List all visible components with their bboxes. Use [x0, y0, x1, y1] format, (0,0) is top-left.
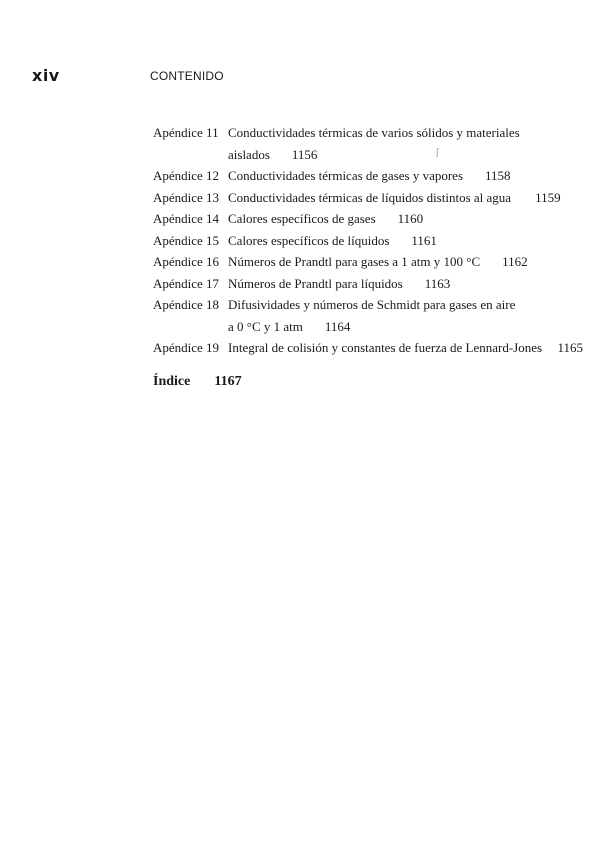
page-number: xiv [32, 66, 60, 85]
toc-entry-title-line: Calores específicos de gases [228, 211, 376, 226]
toc-entry-page: 1164 [324, 318, 351, 334]
toc-entry-label: Apéndice 13 [153, 189, 220, 205]
index-label: Índice [153, 374, 191, 389]
toc-entry-title [228, 337, 583, 359]
toc-entry-title [228, 187, 583, 209]
toc-entry-title-line: Números de Prandtl para gases a 1 atm y 100 °C [228, 254, 481, 269]
toc-entry-page: 1156 [291, 146, 318, 162]
toc-entry-label: Apéndice 18 [153, 297, 220, 312]
toc-entry-title [228, 251, 583, 273]
index-page: 1167 [214, 374, 242, 389]
toc-entry-title-continuation: a 0 °C y 1 atm [228, 318, 303, 334]
toc-entry-appendix-18[interactable] [153, 294, 583, 337]
toc-entry-page: 1158 [485, 168, 511, 183]
toc-entry-appendix-16[interactable] [153, 251, 583, 273]
toc-entry-page: 1160 [397, 211, 424, 226]
toc-entry-label: Apéndice 11 [153, 125, 219, 140]
scan-mark-icon: ʃ [436, 148, 440, 158]
toc-entry-title-line: Integral de colisión y constantes de fuerza de Lennard-Jones [228, 340, 543, 355]
toc-entry-appendix-12[interactable] [153, 165, 583, 187]
toc-entry-title-line [228, 316, 583, 338]
toc-entry-label: Apéndice 15 [153, 232, 220, 248]
toc-entry-title-continuation: aislados [228, 146, 270, 162]
toc-entry-title-line: Calores específicos de líquidos [228, 232, 390, 248]
toc-entry-page: 1165 [557, 340, 583, 355]
toc-entry-label: Apéndice 14 [153, 211, 220, 226]
toc-entry-title-line: Conductividades térmicas de gases y vapores [228, 168, 464, 183]
toc-entry-label: Apéndice 12 [153, 168, 220, 183]
toc-entry-appendix-17[interactable] [153, 273, 583, 295]
toc-entry-title [228, 294, 583, 337]
toc-entry-index[interactable] [153, 374, 242, 390]
running-head: CONTENIDO [150, 69, 224, 83]
toc-entry-page: 1159 [535, 189, 561, 205]
toc-entry-page: 1163 [424, 275, 451, 291]
toc-entry-label: Apéndice 19 [153, 340, 220, 355]
toc-entry-label: Apéndice 16 [153, 254, 220, 269]
toc-entry-title [228, 273, 583, 295]
toc-entry-title-line: Números de Prandtl para líquidos [228, 275, 403, 291]
toc-entry-title-line: Conductividades térmicas de varios sólidos y materiales [228, 125, 520, 140]
toc-entry-appendix-15[interactable] [153, 230, 583, 252]
toc-entry-appendix-19[interactable] [153, 337, 583, 359]
toc-entry-appendix-11[interactable] [153, 122, 583, 165]
toc-entry-title-line: Difusividades y números de Schmidt para gases en aire [228, 297, 516, 312]
toc-entry-title-line [228, 144, 583, 166]
table-of-contents [153, 122, 583, 359]
toc-entry-title [228, 230, 583, 252]
toc-entry-title [228, 165, 583, 187]
toc-entry-title [228, 208, 583, 230]
toc-entry-appendix-14[interactable] [153, 208, 583, 230]
toc-entry-appendix-13[interactable] [153, 187, 583, 209]
toc-entry-label: Apéndice 17 [153, 275, 220, 291]
toc-entry-page: 1161 [411, 232, 437, 248]
toc-entry-title [228, 122, 583, 165]
toc-entry-title-line: Conductividades térmicas de líquidos distintos al agua [228, 189, 512, 205]
toc-entry-page: 1162 [502, 254, 528, 269]
